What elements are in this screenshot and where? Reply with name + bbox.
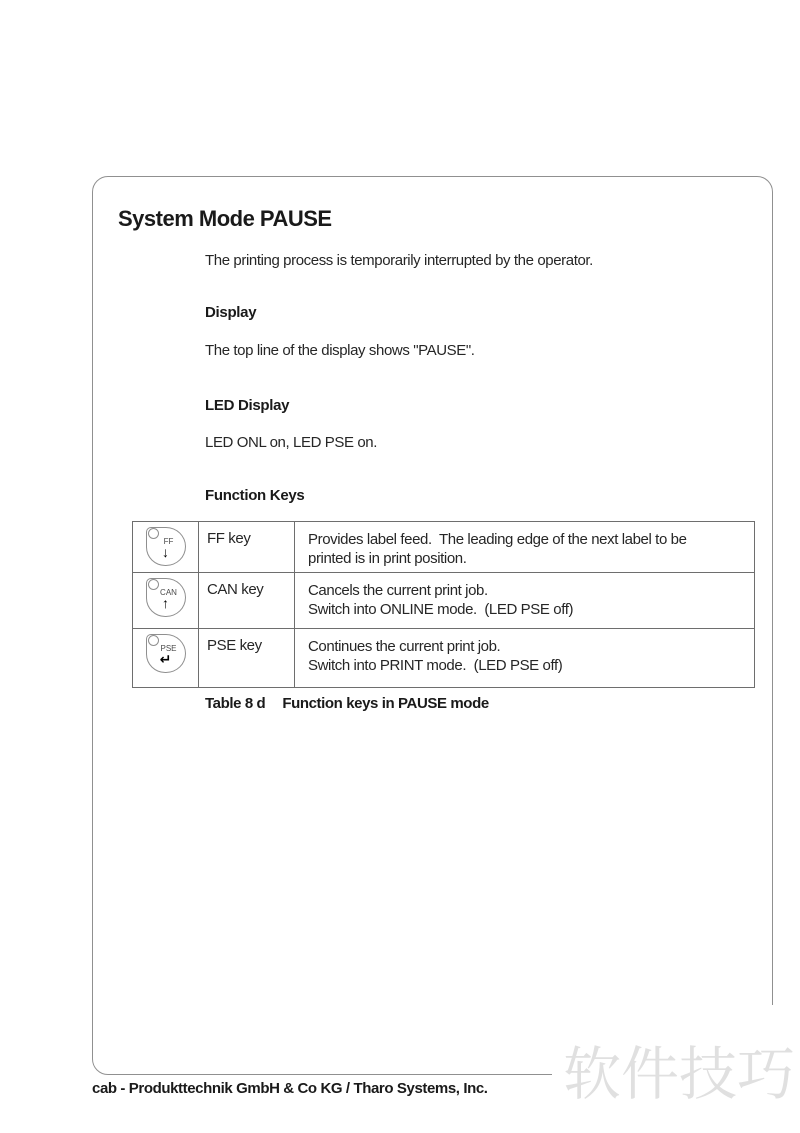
- table-caption-label: Table 8 d: [205, 695, 266, 712]
- key-description: [295, 629, 754, 687]
- description-line: Provides label feed. The leading edge of the next label to be: [308, 531, 687, 548]
- footer-company-line: cab - Produkttechnik GmbH & Co KG / Tharo Systems, Inc.: [92, 1080, 488, 1097]
- description-line: Cancels the current print job.: [308, 582, 488, 599]
- table-caption-text: Function keys in PAUSE mode: [282, 695, 489, 712]
- key-name: PSE key: [199, 629, 295, 687]
- key-label: PSE: [160, 644, 177, 653]
- key-name: FF key: [199, 522, 295, 572]
- led-display-text: LED ONL on, LED PSE on.: [205, 434, 378, 451]
- table-caption: [205, 695, 489, 712]
- key-label: FF: [163, 537, 174, 546]
- watermark-text: 软件技巧: [552, 1005, 800, 1110]
- enter-arrow-icon: ↵: [159, 651, 172, 667]
- led-display-heading: LED Display: [205, 397, 290, 414]
- ff-key-icon: [146, 527, 186, 566]
- key-description: [295, 573, 754, 628]
- key-icon-cell: [133, 573, 199, 628]
- up-arrow-icon: ↑: [162, 595, 169, 611]
- pse-key-icon: [146, 634, 186, 673]
- description-line: Switch into ONLINE mode. (LED PSE off): [308, 601, 574, 618]
- display-heading: Display: [205, 304, 257, 321]
- key-description: [295, 522, 754, 572]
- intro-text: The printing process is temporarily interrupted by the operator.: [205, 252, 593, 269]
- table-row: [133, 629, 754, 687]
- can-key-icon: [146, 578, 186, 617]
- description-line: Switch into PRINT mode. (LED PSE off): [308, 657, 563, 674]
- description-line: printed is in print position.: [308, 550, 467, 567]
- function-keys-heading: Function Keys: [205, 487, 305, 504]
- function-keys-table: [132, 521, 755, 688]
- key-icon-cell: [133, 522, 199, 572]
- display-text: The top line of the display shows "PAUSE".: [205, 342, 475, 359]
- key-icon-cell: [133, 629, 199, 687]
- down-arrow-icon: ↓: [162, 544, 169, 560]
- key-name: CAN key: [199, 573, 295, 628]
- description-line: Continues the current print job.: [308, 638, 501, 655]
- table-row: [133, 573, 754, 629]
- page-title: System Mode PAUSE: [118, 206, 332, 231]
- key-label: CAN: [160, 588, 177, 597]
- table-row: [133, 522, 754, 573]
